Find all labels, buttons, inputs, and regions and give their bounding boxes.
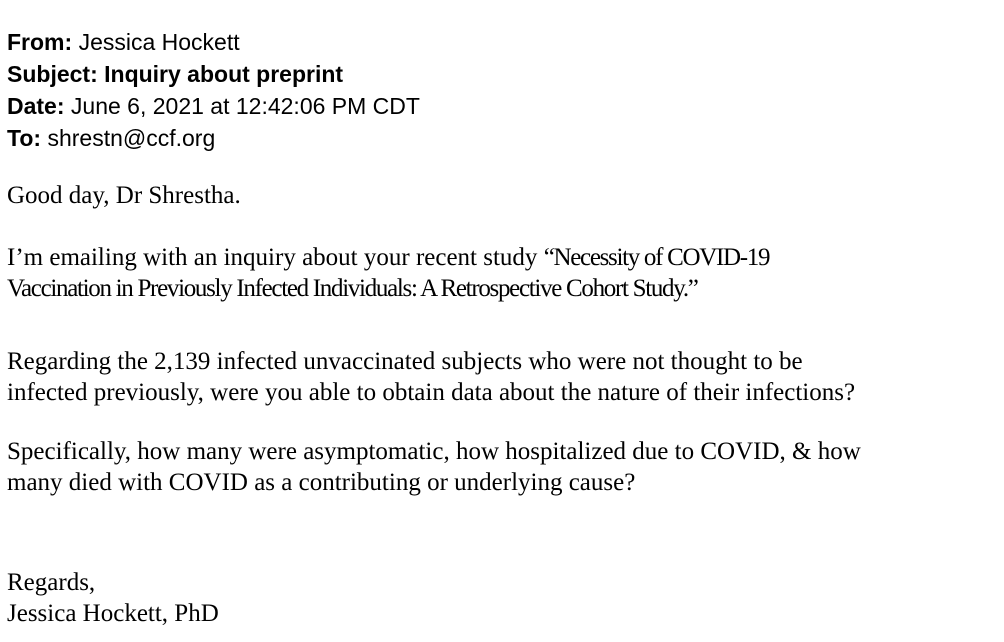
signature-block xyxy=(7,567,219,629)
subject-value: Inquiry about preprint xyxy=(104,61,344,87)
question-paragraph xyxy=(7,346,855,408)
to-value: shrestn@ccf.org xyxy=(47,125,216,151)
to-row xyxy=(7,122,420,154)
intro-paragraph xyxy=(7,242,769,304)
date-label: Date: xyxy=(7,93,65,119)
from-value: Jessica Hockett xyxy=(78,29,240,55)
intro-line-1 xyxy=(7,242,769,273)
subject-label: Subject: xyxy=(7,61,98,87)
question-line-2: infected previously, were you able to obtain data about the nature of their infections? xyxy=(7,379,856,406)
greeting-paragraph xyxy=(7,180,241,211)
signature-name: Jessica Hockett, PhD xyxy=(7,600,219,627)
subject-row xyxy=(7,58,420,90)
study-title-start: “Necessity of COVID-19 xyxy=(543,244,770,271)
closing-text: Regards, xyxy=(7,569,96,596)
email-header xyxy=(7,26,420,154)
from-label: From: xyxy=(7,29,73,55)
question-line-1: Regarding the 2,139 infected unvaccinated subjects who were not thought to be xyxy=(7,348,803,375)
to-label: To: xyxy=(7,125,42,151)
study-title-end: Vaccination in Previously Infected Individuals: A Retrospective Cohort Study.” xyxy=(7,275,698,302)
specific-paragraph xyxy=(7,436,861,498)
date-row xyxy=(7,90,420,122)
intro-text-a: I’m emailing with an inquiry about your recent study xyxy=(7,244,544,271)
specific-line-2: many died with COVID as a contributing or underlying cause? xyxy=(7,469,636,496)
greeting-text: Good day, Dr Shrestha. xyxy=(7,182,241,209)
date-value: June 6, 2021 at 12:42:06 PM CDT xyxy=(70,93,420,119)
from-row xyxy=(7,26,420,58)
specific-line-1: Specifically, how many were asymptomatic, how hospitalized due to COVID, & how xyxy=(7,438,861,465)
